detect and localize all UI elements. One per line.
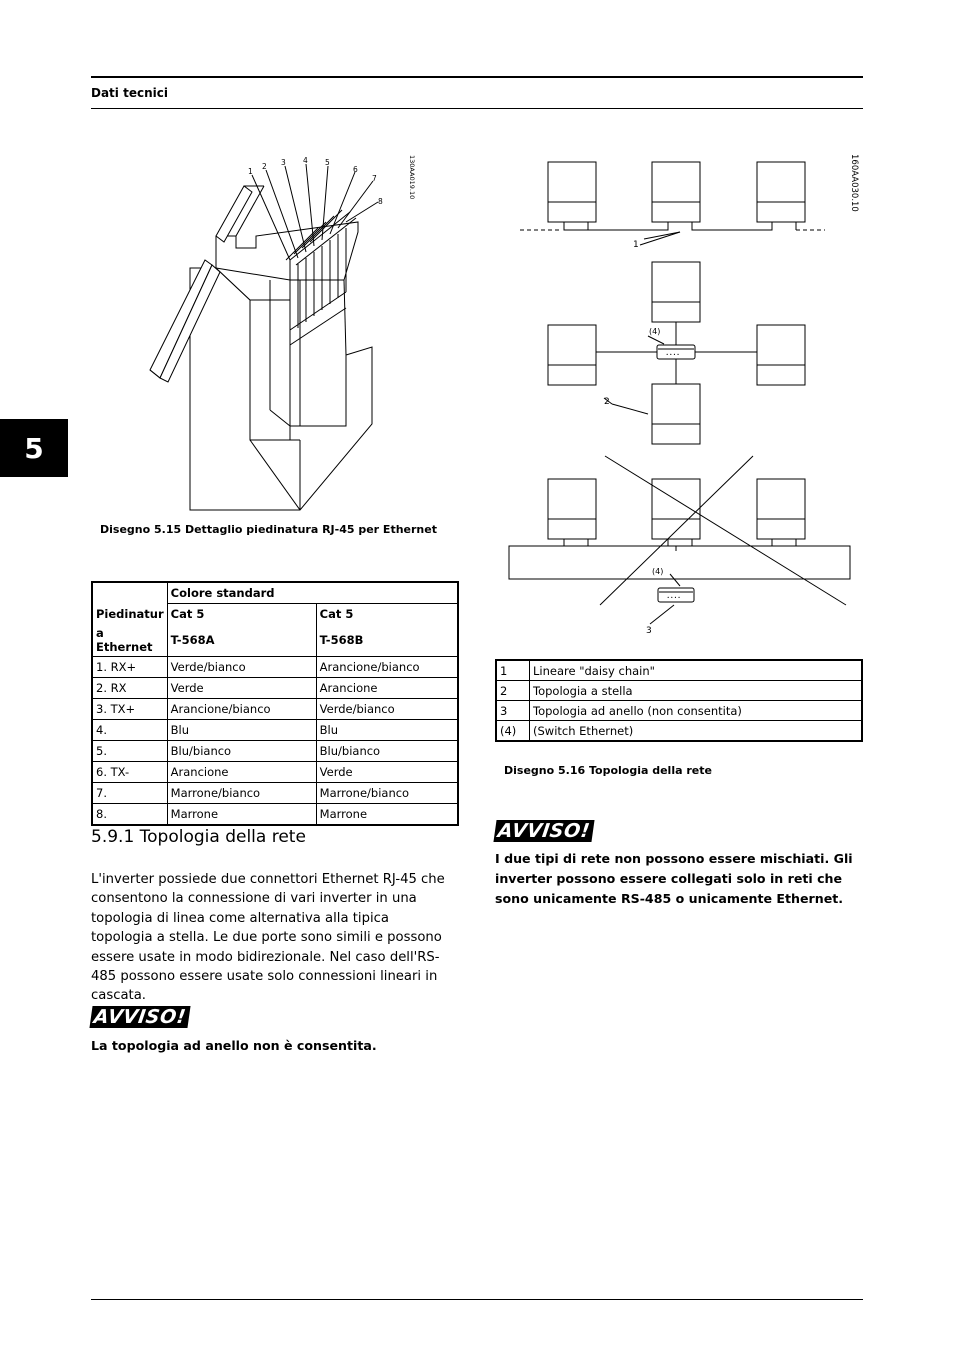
notice-left-label: AVVISO! bbox=[89, 1006, 190, 1028]
pin-cell: 7. bbox=[92, 783, 167, 804]
footer-rule bbox=[91, 1299, 863, 1300]
t568b-cell: Verde bbox=[316, 762, 458, 783]
legend-value: Topologia a stella bbox=[530, 681, 863, 701]
t568b-cell: Marrone bbox=[316, 804, 458, 826]
section-title: 5.9.1 Topologia della rete bbox=[91, 827, 306, 847]
network-topology-drawing bbox=[500, 150, 870, 645]
table-row bbox=[496, 681, 862, 701]
t568a-cell: Marrone bbox=[167, 804, 316, 826]
t568b-cell: Verde/bianco bbox=[316, 699, 458, 720]
t568a-cell: Blu/bianco bbox=[167, 741, 316, 762]
notice-left bbox=[91, 1006, 189, 1028]
switch-label-star: (4) bbox=[649, 327, 661, 336]
t568a-cell: Verde/bianco bbox=[167, 657, 316, 678]
pin-cell: 3. TX+ bbox=[92, 699, 167, 720]
pin-cell: 6. TX- bbox=[92, 762, 167, 783]
table-row bbox=[92, 741, 458, 762]
t568a-cell: Arancione bbox=[167, 762, 316, 783]
figure-left-code: 130AA019.10 bbox=[408, 155, 416, 200]
table-row bbox=[92, 783, 458, 804]
pin-label-7: 7 bbox=[372, 174, 377, 183]
legend-key: (4) bbox=[496, 721, 530, 742]
pin-label-4: 4 bbox=[303, 156, 308, 165]
notice-right-label: AVVISO! bbox=[493, 820, 594, 842]
table-row bbox=[92, 720, 458, 741]
chapter-tab: 5 bbox=[0, 419, 68, 477]
header-bottom-rule bbox=[91, 108, 863, 109]
legend-value: Topologia ad anello (non consentita) bbox=[530, 701, 863, 721]
pin-cell: 4. bbox=[92, 720, 167, 741]
figure-right-code: 160AA030.10 bbox=[849, 154, 859, 212]
pin-cell: 1. RX+ bbox=[92, 657, 167, 678]
table-row bbox=[92, 762, 458, 783]
pin-label-3: 3 bbox=[281, 158, 286, 167]
notice-right-text: I due tipi di rete non possono essere mischiati. Gli inverter possono essere collegati solo in reti che sono unicamente RS-485 o unicamente Ethernet. bbox=[495, 851, 853, 906]
legend-value: (Switch Ethernet) bbox=[530, 721, 863, 742]
switch-dots-icon: • • • • bbox=[666, 352, 680, 357]
pin-table-col1-header-line1: Piedinatur bbox=[92, 604, 167, 625]
legend-key: 3 bbox=[496, 701, 530, 721]
pin-table bbox=[91, 581, 459, 826]
topology-label-2: 2 bbox=[604, 397, 610, 407]
t568b-cell: Blu bbox=[316, 720, 458, 741]
topology-label-1: 1 bbox=[633, 240, 639, 250]
pin-table-group-header: Colore standard bbox=[167, 582, 458, 604]
header-top-rule bbox=[91, 76, 863, 78]
t568a-cell: Verde bbox=[167, 678, 316, 699]
legend-value: Lineare "daisy chain" bbox=[530, 660, 863, 681]
t568a-cell: Blu bbox=[167, 720, 316, 741]
switch-label-ring: (4) bbox=[652, 567, 664, 576]
t568a-cell: Arancione/bianco bbox=[167, 699, 316, 720]
legend-key: 2 bbox=[496, 681, 530, 701]
pin-cell: 2. RX bbox=[92, 678, 167, 699]
table-row bbox=[92, 804, 458, 826]
figure-left-caption: Disegno 5.15 Dettaglio piedinatura RJ-45 per Ethernet bbox=[100, 523, 437, 536]
pin-cell: 8. bbox=[92, 804, 167, 826]
section-paragraph: L'inverter possiede due connettori Ethernet RJ-45 che consentono la connessione di vari inverter in una topologia di linea come alternativa alla tipica topologia a stella. Le due porte sono simili e possono essere usate in modo bidirezionale. Nel caso dell'RS-485 possono essere usate solo connessioni lineari in cascata. bbox=[91, 872, 445, 1004]
t568b-cell: Arancione/bianco bbox=[316, 657, 458, 678]
switch-dots-icon: • • • • bbox=[667, 595, 681, 600]
notice-right bbox=[495, 820, 593, 842]
header-title: Dati tecnici bbox=[91, 86, 168, 100]
table-row bbox=[92, 678, 458, 699]
pin-label-6: 6 bbox=[353, 165, 358, 174]
table-row bbox=[496, 701, 862, 721]
figure-right-caption: Disegno 5.16 Topologia della rete bbox=[504, 764, 712, 777]
pin-table-corner bbox=[92, 582, 167, 604]
table-row bbox=[496, 660, 862, 681]
table-row bbox=[92, 657, 458, 678]
notice-left-text: La topologia ad anello non è consentita. bbox=[91, 1038, 377, 1053]
legend-table bbox=[495, 659, 863, 742]
t568a-cell: Marrone/bianco bbox=[167, 783, 316, 804]
pin-label-5: 5 bbox=[325, 158, 330, 167]
pin-table-col2-header-line1: Cat 5 bbox=[167, 604, 316, 625]
pin-cell: 5. bbox=[92, 741, 167, 762]
pin-table-col3-header-line1: Cat 5 bbox=[316, 604, 458, 625]
topology-label-3: 3 bbox=[646, 626, 652, 636]
pin-label-1: 1 bbox=[248, 167, 253, 176]
pin-label-8: 8 bbox=[378, 197, 383, 206]
table-row bbox=[92, 699, 458, 720]
rj45-connector-drawing bbox=[140, 150, 430, 520]
t568b-cell: Blu/bianco bbox=[316, 741, 458, 762]
pin-table-col1-header-line2: a Ethernet bbox=[92, 624, 167, 657]
pin-table-col2-header-line2: T-568A bbox=[167, 624, 316, 657]
pin-table-col3-header-line2: T-568B bbox=[316, 624, 458, 657]
table-row bbox=[496, 721, 862, 742]
t568b-cell: Arancione bbox=[316, 678, 458, 699]
legend-key: 1 bbox=[496, 660, 530, 681]
pin-label-2: 2 bbox=[262, 162, 267, 171]
t568b-cell: Marrone/bianco bbox=[316, 783, 458, 804]
